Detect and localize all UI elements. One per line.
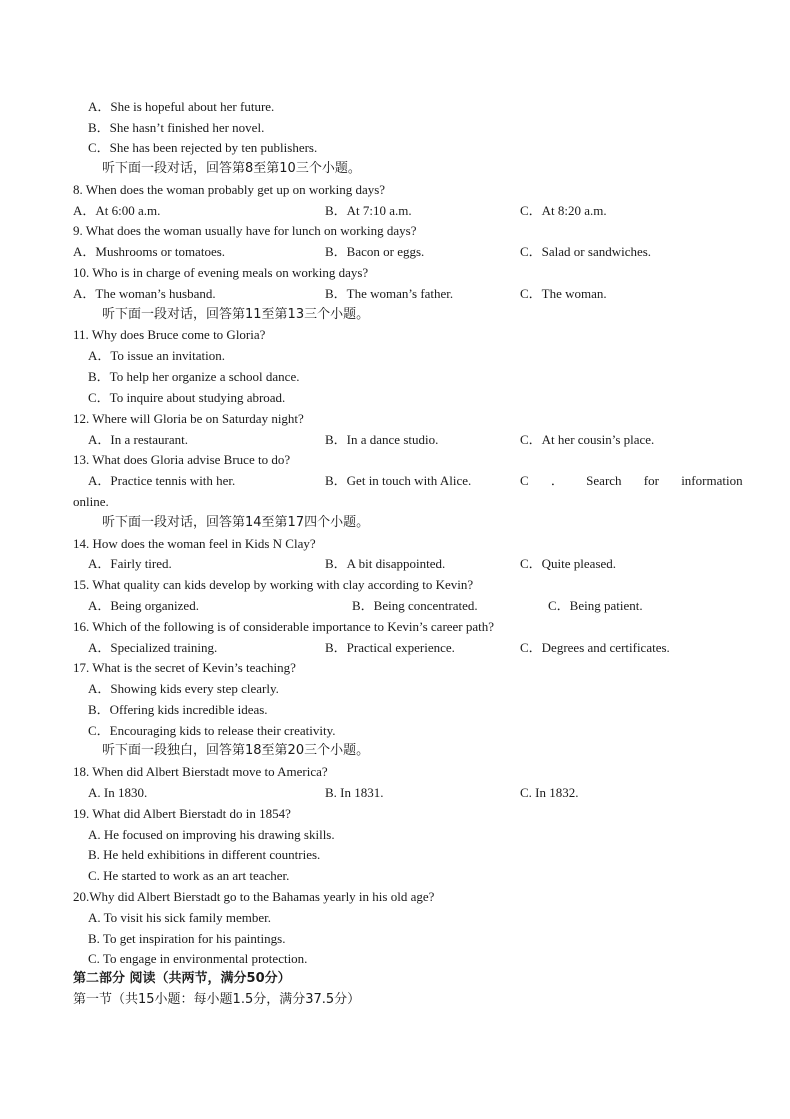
q18-option-a: A. In 1830.	[88, 785, 148, 800]
q19-stem: 19. What did Albert Bierstadt do in 1854?	[73, 806, 291, 821]
q8-option-b: B．At 7:10 a.m.	[325, 203, 412, 218]
q19-option-a: A. He focused on improving his drawing skills.	[88, 827, 335, 842]
q7-option-b: B．She hasn’t finished her novel.	[88, 120, 265, 135]
q12-option-a: A．In a restaurant.	[88, 432, 188, 447]
directions-11-13: 听下面一段对话，回答第11至第13三个小题。	[102, 307, 370, 322]
q15-option-a: A．Being organized.	[88, 598, 199, 613]
q20-option-b: B. To get inspiration for his paintings.	[88, 931, 286, 946]
q12-option-c: C．At her cousin’s place.	[520, 432, 655, 447]
q16-option-a: A．Specialized training.	[88, 640, 218, 655]
q8-option-c: C．At 8:20 a.m.	[520, 203, 607, 218]
q17-stem: 17. What is the secret of Kevin’s teaching?	[73, 660, 296, 675]
q15-option-b: B．Being concentrated.	[352, 598, 478, 613]
q17-option-c: C．Encouraging kids to release their creativity.	[88, 723, 336, 738]
q12-option-b: B．In a dance studio.	[325, 432, 439, 447]
q12-stem: 12. Where will Gloria be on Saturday night?	[73, 411, 304, 426]
q16-option-b: B．Practical experience.	[325, 640, 455, 655]
q11-option-c: C．To inquire about studying abroad.	[88, 390, 286, 405]
part-two-heading: 第二部分 阅读（共两节，满分50分）	[73, 971, 291, 986]
q18-stem: 18. When did Albert Bierstadt move to America?	[73, 764, 328, 779]
q15-option-c: C．Being patient.	[548, 598, 643, 613]
q18-option-c: C. In 1832.	[520, 785, 579, 800]
q16-stem: 16. Which of the following is of considerable importance to Kevin’s career path?	[73, 619, 495, 634]
q9-option-b: B．Bacon or eggs.	[325, 244, 425, 259]
q8-stem: 8. When does the woman probably get up on working days?	[73, 182, 386, 197]
q13-option-a: A．Practice tennis with her.	[88, 473, 236, 488]
q13-option-c-continued: online.	[73, 494, 109, 509]
directions-14-17: 听下面一段对话，回答第14至第17四个小题。	[102, 515, 370, 530]
q7-option-a: A．She is hopeful about her future.	[88, 99, 275, 114]
q15-stem: 15. What quality can kids develop by working with clay according to Kevin?	[73, 577, 474, 592]
q14-option-a: A．Fairly tired.	[88, 556, 172, 571]
q9-option-a: A．Mushrooms or tomatoes.	[73, 244, 226, 259]
directions-8-10: 听下面一段对话，回答第8至第10三个小题。	[102, 161, 361, 176]
q19-option-b: B. He held exhibitions in different countries.	[88, 847, 321, 862]
q14-option-b: B．A bit disappointed.	[325, 556, 446, 571]
q13-stem: 13. What does Gloria advise Bruce to do?	[73, 452, 291, 467]
q17-option-a: A．Showing kids every step clearly.	[88, 681, 279, 696]
q11-stem: 11. Why does Bruce come to Gloria?	[73, 327, 266, 342]
section-one-heading: 第一节（共15小题：每小题1.5分，满分37.5分）	[73, 992, 361, 1007]
q17-option-b: B．Offering kids incredible ideas.	[88, 702, 268, 717]
q16-option-c: C．Degrees and certificates.	[520, 640, 670, 655]
q19-option-c: C. He started to work as an art teacher.	[88, 868, 290, 883]
q11-option-a: A．To issue an invitation.	[88, 348, 226, 363]
q10-stem: 10. Who is in charge of evening meals on working days?	[73, 265, 369, 280]
q14-stem: 14. How does the woman feel in Kids N Clay?	[73, 536, 316, 551]
q14-option-c: C．Quite pleased.	[520, 556, 617, 571]
directions-18-20: 听下面一段独白，回答第18至第20三个小题。	[102, 743, 370, 758]
q11-option-b: B．To help her organize a school dance.	[88, 369, 300, 384]
q20-option-a: A. To visit his sick family member.	[88, 910, 272, 925]
q8-option-a: A．At 6:00 a.m.	[73, 203, 161, 218]
q9-stem: 9. What does the woman usually have for lunch on working days?	[73, 223, 417, 238]
q10-option-c: C．The woman.	[520, 286, 607, 301]
q18-option-b: B. In 1831.	[325, 785, 384, 800]
q13-option-b: B．Get in touch with Alice.	[325, 473, 472, 488]
q9-option-c: C．Salad or sandwiches.	[520, 244, 652, 259]
q7-option-c: C．She has been rejected by ten publishers.	[88, 140, 318, 155]
q10-option-a: A．The woman’s husband.	[73, 286, 216, 301]
q20-option-c: C. To engage in environmental protection.	[88, 951, 308, 966]
q20-stem: 20.Why did Albert Bierstadt go to the Bahamas yearly in his old age?	[73, 889, 435, 904]
q13-option-c: C ． Search for information	[520, 473, 743, 488]
q10-option-b: B．The woman’s father.	[325, 286, 454, 301]
